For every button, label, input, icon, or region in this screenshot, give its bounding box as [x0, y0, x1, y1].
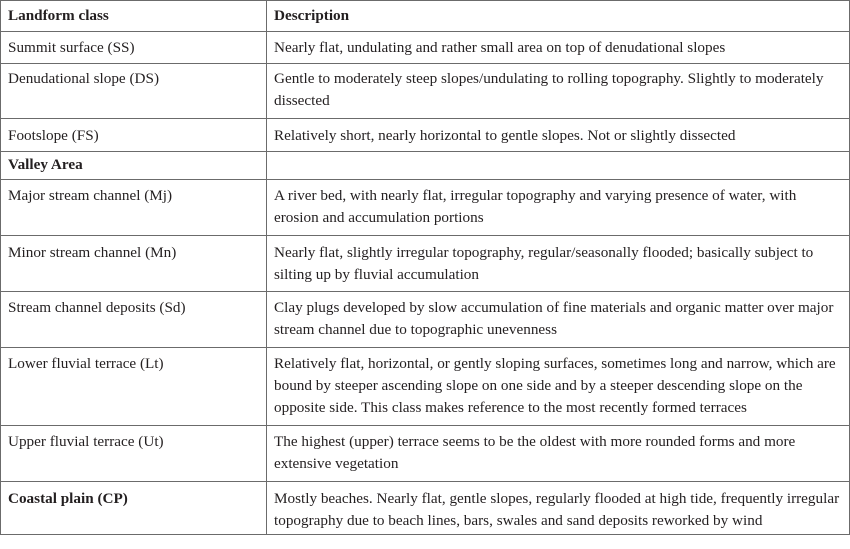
description-cell: Nearly flat, slightly irregular topography, regular/seasonally flooded; basically subject to silting up by fluvial accumulation: [267, 236, 850, 292]
description-cell-empty: [267, 152, 850, 180]
landform-cell: Stream channel deposits (Sd): [1, 292, 267, 348]
table-header-row: [1, 1, 850, 32]
landform-cell: Major stream channel (Mj): [1, 180, 267, 236]
description-cell: Mostly beaches. Nearly flat, gentle slopes, regularly flooded at high tide, frequently irregular topography due to beach lines, bars, swales and sand deposits reworked by wind: [267, 482, 850, 535]
table-row: [1, 64, 850, 119]
section-heading: Valley Area: [1, 152, 267, 180]
table-row: [1, 236, 850, 292]
table-row: [1, 180, 850, 236]
landform-cell: Summit surface (SS): [1, 32, 267, 64]
description-cell: Relatively short, nearly horizontal to gentle slopes. Not or slightly dissected: [267, 119, 850, 152]
landform-cell: Footslope (FS): [1, 119, 267, 152]
description-cell: Nearly flat, undulating and rather small area on top of denudational slopes: [267, 32, 850, 64]
table-row: [1, 32, 850, 64]
section-row-valley-area: [1, 152, 850, 180]
description-cell: Relatively flat, horizontal, or gently sloping surfaces, sometimes long and narrow, which are bound by steeper ascending slope on one side and by a steeper descending slope on the opposite side. This class makes reference to the most recently formed terraces: [267, 348, 850, 426]
landform-cell: Denudational slope (DS): [1, 64, 267, 119]
landform-cell: Lower fluvial terrace (Lt): [1, 348, 267, 426]
landform-cell: Upper fluvial terrace (Ut): [1, 426, 267, 482]
description-cell: Gentle to moderately steep slopes/undulating to rolling topography. Slightly to moderately dissected: [267, 64, 850, 119]
header-description: Description: [267, 1, 850, 32]
table-row: [1, 348, 850, 426]
table-row: [1, 426, 850, 482]
table-row: [1, 119, 850, 152]
landform-cell: Minor stream channel (Mn): [1, 236, 267, 292]
table-row: [1, 482, 850, 535]
table-row: [1, 292, 850, 348]
description-cell: The highest (upper) terrace seems to be the oldest with more rounded forms and more extensive vegetation: [267, 426, 850, 482]
description-cell: A river bed, with nearly flat, irregular topography and varying presence of water, with erosion and accumulation portions: [267, 180, 850, 236]
description-cell: Clay plugs developed by slow accumulation of fine materials and organic matter over major stream channel due to topographic unevenness: [267, 292, 850, 348]
landform-cell-coastal-plain: Coastal plain (CP): [1, 482, 267, 535]
header-landform-class: Landform class: [1, 1, 267, 32]
